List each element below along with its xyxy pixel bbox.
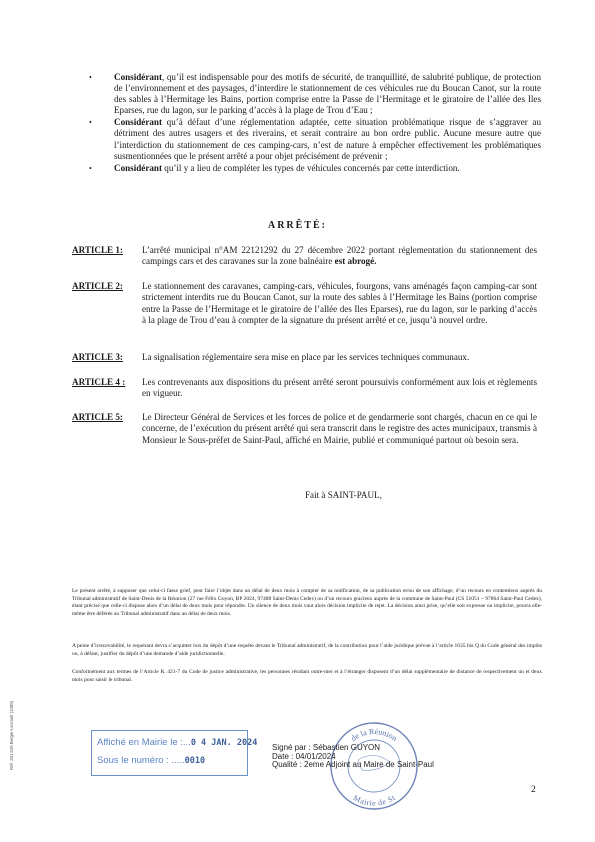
- considerant-lead: Considérant: [114, 117, 162, 128]
- considerant-item: [86, 72, 541, 116]
- considerant-item: [86, 163, 541, 174]
- posting-date-label: Affiché en Mairie le :...: [97, 737, 191, 748]
- seal-bottom-text: Mairie de St: [351, 793, 397, 808]
- printer-reference: Réf. 201 526 Berger-Levrault (1309): [9, 700, 14, 770]
- considerant-text: , qu’il est indispensable pour des motifs de sécurité, de tranquillité, de salubrité publique, de protection de l’environnement et des paysages, d’interdire le stationnement de ces véhicules rue du Boucan Canot, sur la route des sables à l’Hermitage les Bains, portion comprise entre la Passe de l’Hermitage et le giratoire de l’allée des Iles Eparses, rue du lagon, sur le parking d’accès à la plage de Trou d’Eau ;: [114, 72, 541, 116]
- bullet-icon: •: [89, 163, 92, 173]
- article-5: [72, 412, 537, 446]
- posting-stamp: [91, 730, 258, 776]
- article-2: [72, 281, 537, 326]
- considerant-lead: Considérant: [114, 162, 162, 173]
- article-emphasis: est abrogé.: [334, 256, 377, 267]
- posting-date-line: [97, 734, 258, 752]
- article-text: [142, 245, 537, 268]
- article-text: La signalisation réglementaire sera mise en place par les services techniques communaux.: [142, 352, 470, 362]
- decree-title: ARRÊTÉ:: [267, 220, 327, 231]
- article-text: Les contrevenants aux dispositions du présent arrêté seront poursuivis conformément aux lois et règlements en vigueur.: [142, 377, 537, 399]
- seal-top-text: de la Réunion: [349, 726, 399, 744]
- posting-number-value: 0010: [184, 756, 206, 766]
- article-label: ARTICLE 3:: [72, 352, 123, 362]
- posting-number-label: Sous le numéro : .....: [97, 755, 185, 766]
- signatory: Signé par : Sébastien GUYON: [272, 743, 381, 752]
- article-4: [72, 377, 537, 400]
- considerant-lead: Considérant: [114, 72, 162, 82]
- signature-date: Date : 04/01/2024: [272, 751, 336, 761]
- legal-notice-deadline: Conformément aux termes de l’Article R. 421-7 du Code de justice administrative, les personnes résidant outre-mer et à l’étranger disposent d’un délai supplémentaire de distance de respectivement un et deux mois pour saisir le tribunal.: [72, 669, 542, 683]
- place-of-signature: Fait à SAINT-PAUL,: [305, 490, 382, 500]
- considerant-list: [86, 72, 541, 174]
- article-label: ARTICLE 2:: [72, 281, 123, 291]
- considerant-item: [86, 117, 541, 161]
- page-number: 2: [531, 785, 536, 795]
- article-text: Le stationnement des caravanes, camping-cars, véhicules, fourgons, vans aménagés façon camping-car sont strictement interdits rue du Boucan Canot, sur la route des sables à l’Hermitage les Bains (portion comprise entre la Passe de l’Hermitage et le giratoire de l’allée des Iles Eparses), rue du lagon, sur le parking d’accès à la plage de Trou d’eau à compter de la signature du présent arrêté et ce, jusqu’à nouvel ordre.: [142, 281, 537, 325]
- article-label: ARTICLE 4 :: [72, 377, 126, 387]
- article-text: Le Directeur Général de Services et les forces de police et de gendarmerie sont chargés, chacun en ce qui le concerne, de l’exécution du présent arrêté qui sera transcrit dans le registre des actes municipaux, transmis à Monsieur le Sous-préfet de Saint-Paul, affiché en Mairie, publié et communiqué partout où besoin sera.: [142, 412, 537, 445]
- article-label: ARTICLE 1:: [72, 245, 123, 255]
- article-body: L’arrêté municipal n°AM 22121292 du 27 décembre 2022 portant réglementation du stationnement des campings cars et des caravanes sur la zone balnéaire: [142, 245, 537, 267]
- bullet-icon: •: [89, 118, 92, 128]
- electronic-signature: [272, 744, 434, 770]
- considerant-text: qu’il y a lieu de compléter les types de véhicules concernés par cette interdiction.: [162, 162, 460, 173]
- legal-notice-contribution: A peine d’irrecevabilité, le requérant devra s’acquitter lors du dépôt d’une requête devant le Tribunal administratif, de la contribution pour l’aide juridique prévue à l’article 1635 bis Q du Code général des impôts ou, à défaut, justifier du dépôt d’une demande d’aide juridictionnelle.: [72, 643, 542, 657]
- article-1: [72, 245, 537, 268]
- legal-notice-appeal: Le présent arrêté, à supposer que celui-ci fasse grief, peut faire l’objet dans un délai de deux mois à compter de sa notification, de sa publication et/ou de son affichage, d’un recours en contentieux auprès du Tribunal administratif de Saint-Denis de la Réunion (27 rue Félix Guyon, BP 2024, 97488 Saint-Denis Cedex) ou d’un recours gracieux auprès de la commune de Saint-Paul (CS 51051 – 97864 Saint-Paul Cedex), étant précisé que celle-ci dispose alors d’un délai de deux mois pour répondre. Un silence de deux mois vaut alors décision implicite de rejet. La décision ainsi prise, qu’elle soit expresse ou implicite, pourra elle-même être déférée au Tribunal administratif dans un délai de deux mois.: [72, 588, 542, 617]
- article-3: [72, 352, 537, 363]
- posting-number-line: [97, 752, 242, 770]
- posting-date-value: 0 4 JAN. 2024: [190, 738, 258, 748]
- article-label: ARTICLE 5:: [72, 412, 123, 422]
- bullet-icon: •: [89, 73, 92, 82]
- considerant-text: qu’à défaut d’une réglementation adaptée, cette situation problématique risque de s’aggraver au détriment des autres usagers et des riverains, et serait contraire au bon ordre public. Aucune mesure autre que l’interdiction du stationnement de ces camping-cars, n’est de nature à empêcher effectivement les problématiques susmentionnées que le présent arrêté a pour objet précisément de prévenir ;: [114, 117, 541, 161]
- signatory-quality: Qualité : 2eme Adjoint au Maire de Saint-Paul: [272, 760, 434, 770]
